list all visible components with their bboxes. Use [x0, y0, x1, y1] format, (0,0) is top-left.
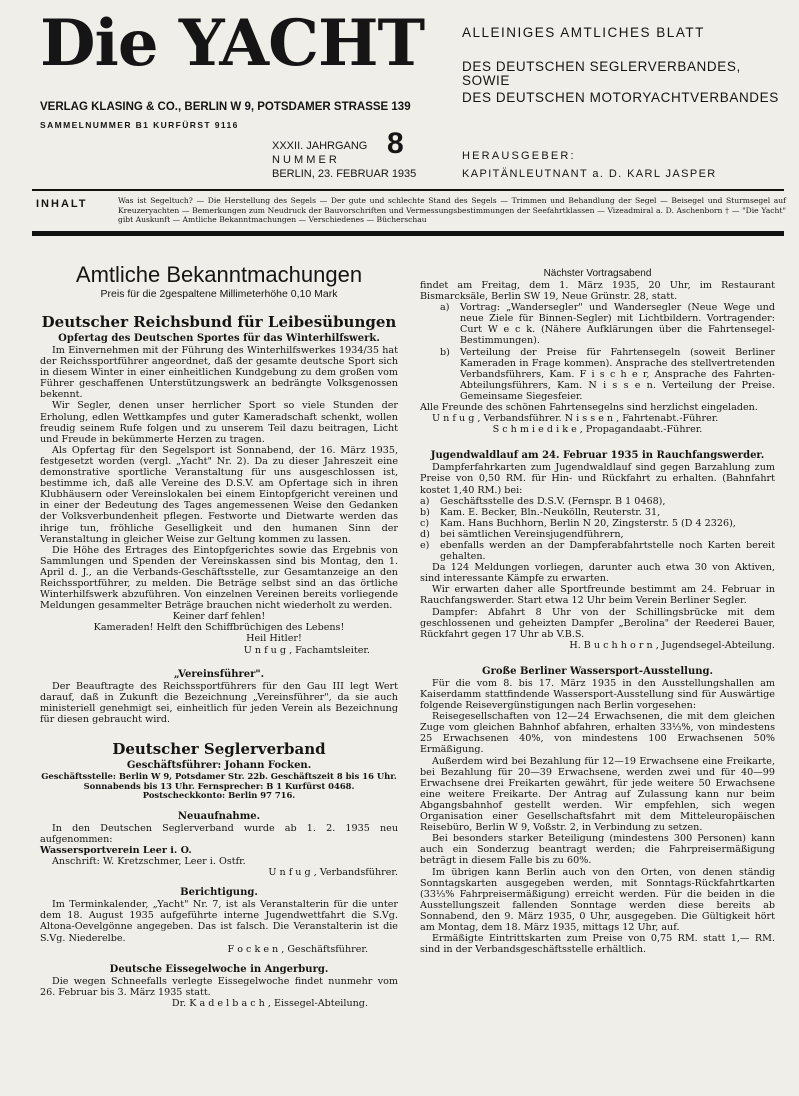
vortrag-title: Nächster Vortragsabend — [543, 268, 652, 279]
ausstellung-title: Große Berliner Wassersport-Ausstellung. — [482, 665, 713, 677]
closing-line: Kameraden! Helft den Schiffbrüchigen des Lebens! — [93, 622, 345, 634]
issue-date: BERLIN, 23. FEBRUAR 1935 — [272, 168, 417, 180]
paragraph: Für die vom 8. bis 17. März 1935 in den Ausstellungshallen am Kaiserdamm stattfindende Wassersport-Ausstellung sind für Auswärtige folgende Reisevergünstigungen nach Berlin vorgesehen: — [420, 677, 775, 712]
vortrag-list — [420, 302, 775, 402]
signature: Dr. K a d e l b a c h , Eissegel-Abteilung. — [171, 997, 368, 1009]
list-item: b) Verteilung der Preise für Fahrtensegeln (soweit Berliner Kameraden in Frage kommen). Ansprache des stellvertretenden Verbandsführers, Kam. F i s c h e r, Ansprache des Fahrten-Abteilungsführers, Kam. N i s s e n. Verteilung der Preise. Gemeinsame Siegesfeier. — [440, 346, 775, 402]
new-club: Wassersportverein Leer i. O. — [40, 844, 192, 856]
paragraph: In den Deutschen Seglerverband wurde ab 1. 2. 1935 neu aufgenommen: — [40, 822, 398, 845]
signature: F o c k e n , Geschäftsführer. — [227, 943, 368, 955]
signature: U n f u g , Verbandsführer. — [268, 867, 398, 879]
signature: H. B u c h h o r n , Jugendsegel-Abteilung. — [569, 639, 775, 651]
section-heading: Amtliche Bekanntmachungen — [75, 262, 363, 287]
paragraph: findet am Freitag, dem 1. März 1935, 20 Uhr, im Restaurant Bismarcksäle, Berlin SW 19, Neue Grünstr. 28, statt. — [420, 280, 775, 303]
neuaufnahme-title: Neuaufnahme. — [177, 810, 261, 822]
office-line: Sonnabends bis 13 Uhr. Fernsprecher: B 1 Kurfürst 0468. — [83, 780, 355, 791]
left-column — [40, 262, 398, 1009]
jugendwald-list — [420, 496, 775, 563]
contents-rule — [32, 231, 784, 236]
list-item: a) Vortrag: „Wandersegler" und Wandersegler (Neue Wege und neue Ziele für Binnen-Segler) mit Lichtbildern. Vortragender: Curt W e c k. (Nähere Aufklärungen über die Fahrtensegel-Bestimmungen). — [440, 302, 775, 347]
paragraph: Die wegen Schneefalls verlegte Eissegelwoche findet nunmehr vom 26. Februar bis 3. März 1935 statt. — [40, 975, 398, 998]
publisher-phone: SAMMELNUMMER B1 KURFÜRST 9116 — [40, 120, 239, 130]
contents-text: Was ist Segeltuch? — Die Herstellung des Segels — Der gute und schlechte Stand des Segels — Trimmen und Behandlung der Segel — Beisegel und Sturmsegel auf Kreuzeryachten — Bemerkungen zum Neudruck der Bauvorschriften und Vermessungsbestimmungen der Seefahrtklassen — Vizeadmiral a. D. Aschenborn † — "Die Yacht" gibt Auskunft — Amtliche Bekanntmachungen — Verschiedenes — Bücherschau — [118, 196, 786, 225]
paragraph: Im Terminkalender, „Yacht" Nr. 7, ist als Veranstalterin für die unter dem 18. August 1935 aufgeführte interne Jugendwettfahrt die S.Vg. Altona-Oevelgönne angegeben. Das ist falsch. Die Veranstalterin ist die S.Vg. Niederelbe. — [40, 899, 398, 944]
tagline-line-2: DES DEUTSCHEN SEGLERVERBANDES, SOWIE — [462, 59, 741, 88]
office-line: Postscheckkonto: Berlin 97 716. — [142, 790, 296, 801]
new-address: Anschrift: W. Kretzschmer, Leer i. Ostfr. — [52, 856, 246, 868]
paragraph: Wir erwarten daher alle Sportfreunde bestimmt am 24. Februar in Rauchfangswerder. Start etwa 12 Uhr beim Verein Berliner Segler. — [420, 584, 775, 607]
list-item: e) ebenfalls werden an der Dampferabfahrtstelle noch Karten bereit gehalten. — [420, 539, 775, 563]
issue-label: N U M M E R — [272, 154, 337, 166]
paragraph: Außerdem wird bei Bezahlung für 12—19 Erwachsene eine Freikarte, bei Bezahlung für 20—39 Erwachsene, werden zwei und für 40—99 Erwachsene drei Freikarten gewährt, für jede weitere 50 Erwachsene eine weitere Freikarte. Der Antrag auf Zulassung kann nur beim Abgangsbahnhof gestellt werden. Wir empfehlen, sich wegen Organisation einer Gesellschaftsfahrt mit dem Mitteleuropäischen Reisebüro, Berlin W 9, Voßstr. 2, in Verbindung zu setzen. — [420, 755, 775, 834]
paragraph: Im übrigen kann Berlin auch von den Orten, von denen ständig Sonntagskarten ausgegeben werden, mit Sonntags-Rückfahrtkarten (33⅓% Fahrpreisermäßigung) erreicht werden. Für die beiden in die Ausstellungszeit fallenden Sonntage werden diese bereits ab Sonnabend, den 9. März 1935, 0 Uhr, ausgegeben. Die Gültigkeit hört am Montag, dem 18. März 1935, mittags 12 Uhr, auf. — [420, 866, 775, 933]
closing-line: Keiner darf fehlen! — [172, 611, 266, 623]
paragraph: Alle Freunde des schönen Fahrtensegelns sind herzlichst eingeladen. — [420, 402, 758, 414]
paragraph: Die Höhe des Ertrages des Eintopfgerichtes sowie das Ergebnis von Sammlungen und Spenden der Vereinskassen sind bis Montag, den 1. April d. J., an die Verbands-Geschäftsstelle, zur Gesamtanzeige an den Reichssportführer, zu melden. Die Beträge selbst sind an das örtliche Winterhilfswerk abzuführen. Von einzelnen Vereinen bereits vorliegende Meldungen gesammelter Beträge brauchen nicht wiederholt zu werden. — [40, 544, 398, 612]
list-item: a) Geschäftsstelle des D.S.V. (Fernspr. B 1 0468), — [420, 495, 666, 507]
list-item: c) Kam. Hans Buchhorn, Berlin N 20, Zingsterstr. 5 (D 4 2326), — [420, 517, 736, 529]
section-subheading: Preis für die 2gespaltene Millimeterhöhe 0,10 Mark — [100, 288, 338, 300]
issue-info — [272, 127, 417, 181]
contents-label: INHALT — [36, 198, 88, 210]
publisher-address: VERLAG KLASING & CO., BERLIN W 9, POTSDAMER STRASSE 139 — [40, 101, 411, 113]
signature: U n f u g , Verbandsführer. N i s s e n , Fahrtenabt.-Führer. — [432, 413, 719, 425]
masthead-title: Die YACHT — [40, 6, 425, 81]
paragraph: Wir Segler, denen unser herrlicher Sport so viele Stunden der Erholung, edlen Wettkampfes und guter Kameradschaft schenkt, wollen freudig seinem Rufe folgen und zu unserem Teil dazu beitragen, Licht und Freude in bekümmerte Herzen zu tragen. — [40, 400, 398, 445]
jugendwald-title: Jugendwaldlauf am 24. Februar 1935 in Rauchfangswerder. — [430, 450, 765, 462]
tagline-line-3: DES DEUTSCHEN MOTORYACHTVERBANDES — [462, 90, 779, 105]
issue-year: XXXII. JAHRGANG — [272, 140, 368, 152]
reichsbund-item-title: Opfertag des Deutschen Sportes für das Winterhilfswerk. — [58, 333, 380, 344]
paragraph: Dampfer: Abfahrt 8 Uhr von der Schillingsbrücke mit dem geschlossenen und geheizten Dampfer „Berolina" der Reederei Bauer, Rückfahrt gegen 17 Uhr ab V.B.S. — [420, 606, 775, 640]
office-line: Geschäftsstelle: Berlin W 9, Potsdamer Str. 22b. Geschäftszeit 8 bis 16 Uhr. — [41, 771, 397, 781]
berichtigung-title: Berichtigung. — [180, 887, 258, 899]
closing-line: Heil Hitler! — [246, 633, 302, 645]
seglerverband-manager: Geschäftsführer: Johann Focken. — [126, 760, 312, 771]
paragraph: Reisegesellschaften von 12—24 Erwachsenen, die mit dem gleichen Zuge vom gleichen Bahnhof abfahren, erhalten 33⅓%, von mindestens 25 Erwachsenen 40%, von mindestens 100 Erwachsenen 50% Ermäßigung. — [420, 711, 775, 756]
paragraph: Dampferfahrkarten zum Jugendwaldlauf sind gegen Barzahlung zum Preise von 0,50 RM. für Hin- und Rückfahrt zu erhalten. (Bahnfahrt kostet 1,40 RM.) bei: — [420, 462, 775, 496]
paragraph: Als Opfertag für den Segelsport ist Sonnabend, der 16. März 1935, festgesetzt worden (vergl. „Yacht" Nr. 2). Da zu dieser Jahreszeit eine demonstrative sportliche Veranstaltung für uns ausgeschlossen ist, bestimme ich, daß alle Vereine des D.S.V. am Opfertage sich in ihren Klubhäusern oder Vereinslokalen bei einem Eintopfgericht vereinen und in einer der Bedeutung des Tages angemessenen Weise den Gedanken der Volksverbundenheit pflegen. Festworte und Dietwarte werden das ihrige tun, fröhliche Geselligkeit und den humanen Sinn der Veranstaltung in gleicher Weise zur Geltung kommen zu lassen. — [40, 444, 398, 545]
paragraph: Im Einvernehmen mit der Führung des Winterhilfswerkes 1934/35 hat der Reichssportführer angeordnet, daß der gesamte deutsche Sport sich in diesem Winter in einer einheitlichen Kundgebung zu dem großen vom Führer geschaffenen Unterstützungswerk an bedrängte Volksgenossen bekennt. — [40, 345, 398, 401]
list-item: d) bei sämtlichen Vereinsjugendführern, — [420, 528, 624, 540]
editor-name: KAPITÄNLEUTNANT a. D. KARL JASPER — [462, 168, 717, 180]
signature: S c h m i e d i k e , Propagandaabt.-Führer. — [492, 424, 703, 436]
paragraph: Ermäßigte Eintrittskarten zum Preise von 0,75 RM. statt 1,— RM. sind in der Verbandsgeschäftsstelle erhältlich. — [420, 933, 775, 956]
tagline-line-1: ALLEINIGES AMTLICHES BLATT — [462, 25, 705, 40]
reichsbund-heading: Deutscher Reichsbund für Leibesübungen — [41, 313, 397, 331]
signature: U n f u g , Fachamtsleiter. — [243, 644, 370, 656]
header-rule — [32, 189, 784, 191]
right-column — [420, 267, 775, 955]
paragraph: Bei besonders starker Beteiligung (mindestens 300 Personen) kann auch ein Sonderzug beantragt werden; die Fahrpreisermäßigung beträgt in diesem Falle bis zu 60%. — [420, 833, 775, 867]
eissegel-title: Deutsche Eissegelwoche in Angerburg. — [109, 963, 329, 975]
seglerverband-heading: Deutscher Seglerverband — [112, 740, 326, 758]
paragraph: Der Beauftragte des Reichssportführers für den Gau III legt Wert darauf, daß in Zukunft die Bezeichnung „Vereinsführer", da sie auch ministeriell genehmigt sei, einheitlich für jeden Verein als Bezeichnung für diesen gebraucht wird. — [40, 680, 398, 725]
vereinsfuehrer-title: „Vereinsführer". — [173, 668, 265, 680]
issue-number: 8 — [387, 127, 404, 160]
paragraph: Da 124 Meldungen vorliegen, darunter auch etwa 30 von Aktiven, sind interessante Kämpfe zu erwarten. — [420, 562, 775, 585]
list-item: b) Kam. E. Becker, Bln.-Neukölln, Reuterstr. 31, — [420, 506, 661, 518]
editor-label: HERAUSGEBER: — [462, 150, 576, 162]
